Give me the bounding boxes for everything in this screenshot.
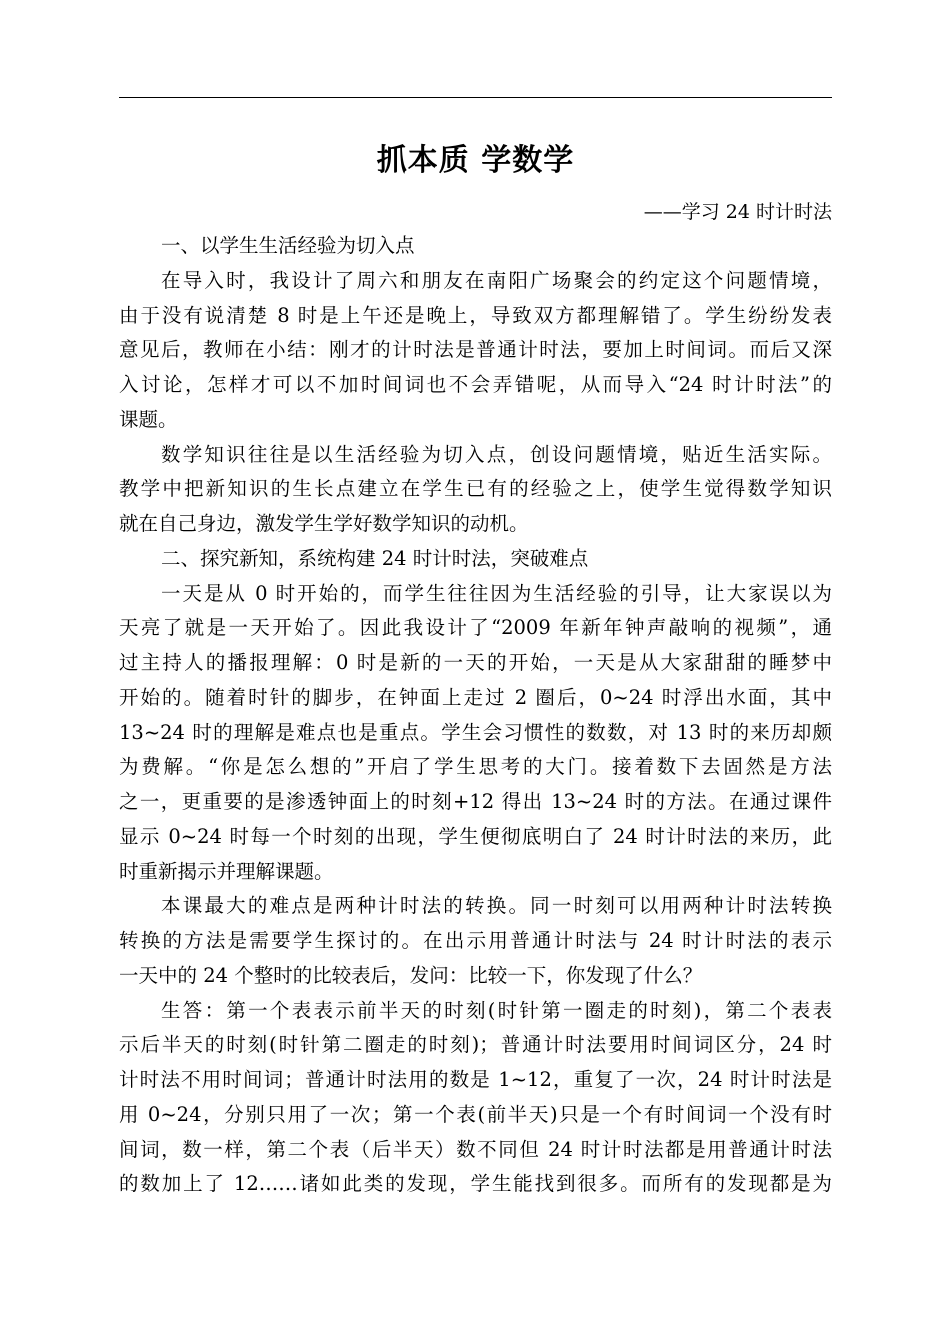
text-line: 示后半天的时刻(时针第二圈走的时刻)；普通计时法要用时间词区分，24 时 bbox=[119, 1033, 832, 1057]
text-line: 入讨论，怎样才可以不加时间词也不会弄错呢，从而导入“24 时计时法”的 bbox=[119, 373, 832, 396]
text-line: 过主持人的播报理解：0 时是新的一天的开始，一天是从大家甜甜的睡梦中 bbox=[119, 651, 832, 674]
text-line: 用 0~24，分别只用了一次；第一个表(前半天)只是一个有时间词一个没有时 bbox=[119, 1102, 832, 1126]
text-line: 教学中把新知识的生长点建立在学生已有的经验之上，使学生觉得数学知识 bbox=[119, 477, 832, 501]
text-line: 显示 0~24 时每一个时刻的出现，学生便彻底明白了 24 时计时法的来历，此 bbox=[119, 824, 832, 848]
text-line: 本课最大的难点是两种计时法的转换。同一时刻可以用两种计时法转换 bbox=[161, 894, 832, 918]
text-line: 之一，更重要的是渗透钟面上的时刻+12 得出 13~24 时的方法。在通过课件 bbox=[119, 790, 832, 813]
text-line: 为费解。“你是怎么想的”开启了学生思考的大门。接着数下去固然是方法 bbox=[119, 755, 832, 779]
text-line: 的数加上了 12……诸如此类的发现，学生能找到很多。而所有的发现都是为 bbox=[119, 1172, 832, 1196]
text-line: 计时法不用时间词；普通计时法用的数是 1~12，重复了一次，24 时计时法是 bbox=[119, 1068, 832, 1091]
text-line: 由于没有说清楚 8 时是上午还是晚上，导致双方都理解错了。学生纷纷发表 bbox=[119, 303, 832, 327]
document-subtitle: ——学习 24 时计时法 bbox=[643, 201, 832, 223]
text-line: 间词，数一样，第二个表（后半天）数不同但 24 时计时法都是用普通计时法 bbox=[119, 1137, 832, 1161]
text-line: 转换的方法是需要学生探讨的。在出示用普通计时法与 24 时计时法的表示 bbox=[119, 929, 832, 952]
text-line: 天亮了就是一天开始了。因此我设计了“2009 年新年钟声敲响的视频”，通 bbox=[119, 616, 832, 640]
text-line: 意见后，教师在小结：刚才的计时法是普通计时法，要加上时间词。而后又深 bbox=[119, 338, 832, 362]
text-line: 一天是从 0 时开始的，而学生往往因为生活经验的引导，让大家误以为 bbox=[161, 581, 832, 605]
text-line: 一、以学生生活经验为切入点 bbox=[161, 234, 415, 257]
text-line: 在导入时，我设计了周六和朋友在南阳广场聚会的约定这个问题情境， bbox=[161, 268, 832, 292]
text-line: 开始的。随着时针的脚步，在钟面上走过 2 圈后，0~24 时浮出水面，其中 bbox=[119, 685, 832, 709]
document-title: 抓本质 学数学 bbox=[376, 143, 575, 178]
document-body bbox=[119, 229, 832, 1202]
text-line: 就在自己身边，激发学生学好数学知识的动机。 bbox=[119, 512, 529, 535]
text-line: 时重新揭示并理解课题。 bbox=[119, 859, 334, 883]
header-rule bbox=[119, 97, 832, 98]
text-line: 二、探究新知，系统构建 24 时计时法，突破难点 bbox=[161, 546, 589, 570]
text-line: 课题。 bbox=[119, 407, 178, 431]
text-line: 生答：第一个表表示前半天的时刻(时针第一圈走的时刻)，第二个表表 bbox=[161, 998, 832, 1022]
text-line: 13~24 时的理解是难点也是重点。学生会习惯性的数数，对 13 时的来历却颇 bbox=[119, 720, 832, 744]
text-line: 一天中的 24 个整时的比较表后，发问：比较一下，你发现了什么？ bbox=[119, 963, 703, 987]
text-line: 数学知识往往是以生活经验为切入点，创设问题情境，贴近生活实际。 bbox=[161, 442, 832, 466]
